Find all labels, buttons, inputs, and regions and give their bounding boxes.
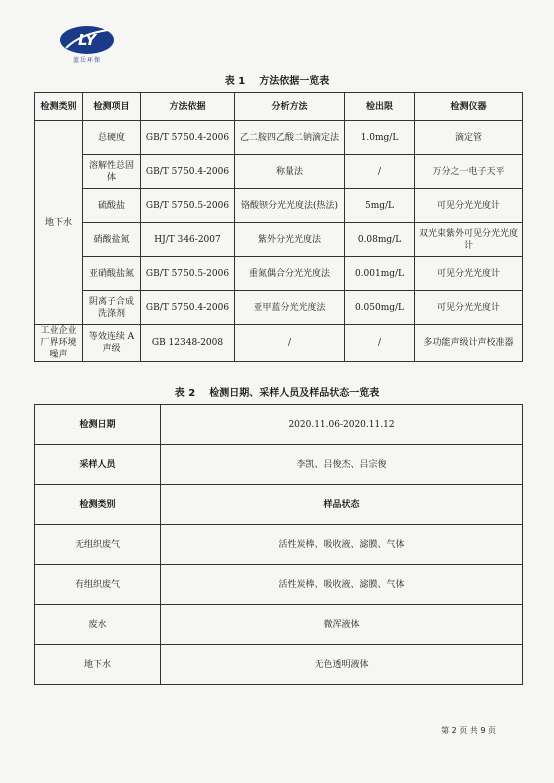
state-cell: 活性炭棒、吸收液、滤膜、气体 [161,565,523,605]
table-row [35,405,523,445]
instrument-cell: 万分之一电子天平 [415,155,523,189]
method-cell: 紫外分光光度法 [235,223,345,257]
table-row [35,565,523,605]
item-cell: 阴离子合成洗涤剂 [83,291,141,325]
limit-cell: 0.001mg/L [345,257,415,291]
method-basis-table [34,92,523,362]
category-cell: 废水 [35,605,161,645]
item-cell: 亚硝酸盐氮 [83,257,141,291]
category-cell: 有组织废气 [35,565,161,605]
standard-cell: GB/T 5750.5-2006 [141,189,235,223]
table-row [35,645,523,685]
table-row [35,525,523,565]
item-cell: 总硬度 [83,121,141,155]
table-row [35,445,523,485]
table-row [35,189,523,223]
table-header-row [35,93,523,121]
company-name: 蓝岳环保 [72,57,101,64]
header-method: 分析方法 [235,93,345,121]
state-cell: 无色透明液体 [161,645,523,685]
item-cell: 硫酸盐 [83,189,141,223]
method-cell: 称量法 [235,155,345,189]
category-cell: 地下水 [35,645,161,685]
instrument-cell: 滴定管 [415,121,523,155]
method-cell: 铬酸钡分光光度法(热法) [235,189,345,223]
item-cell: 等效连续 A 声级 [83,325,141,362]
standard-cell: HJ/T 346-2007 [141,223,235,257]
svg-text:LY: LY [77,31,97,49]
category-header: 检测类别 [35,485,161,525]
instrument-cell: 多功能声级计声校准器 [415,325,523,362]
item-cell: 溶解性总固体 [83,155,141,189]
limit-cell: / [345,155,415,189]
noise-category-cell: 工业企业厂界环境噪声 [35,325,83,362]
instrument-cell: 双光束紫外可见分光光度计 [415,223,523,257]
header-instrument: 检测仪器 [415,93,523,121]
table1-number: 表 1 [224,76,246,87]
method-cell: / [235,325,345,362]
table-row [35,155,523,189]
date-value: 2020.11.06-2020.11.12 [161,405,523,445]
sampler-value: 李凯、吕俊杰、吕宗俊 [161,445,523,485]
table-row [35,257,523,291]
table-row [35,121,523,155]
table2-title: 检测日期、采样人员及样品状态一览表 [209,388,380,399]
page-number: 第 2 页 共 9 页 [441,726,496,735]
header-standard: 方法依据 [141,93,235,121]
standard-cell: GB 12348-2008 [141,325,235,362]
state-cell: 微浑液体 [161,605,523,645]
state-cell: 活性炭棒、吸收液、滤膜、气体 [161,525,523,565]
instrument-cell: 可见分光光度计 [415,257,523,291]
method-cell: 重氮偶合分光光度法 [235,257,345,291]
table2-number: 表 2 [174,388,196,399]
method-cell: 亚甲蓝分光光度法 [235,291,345,325]
company-logo [58,24,116,68]
instrument-cell: 可见分光光度计 [415,291,523,325]
table-row [35,291,523,325]
header-limit: 检出限 [345,93,415,121]
table1-title: 方法依据一览表 [259,76,330,87]
method-cell: 乙二胺四乙酸二钠滴定法 [235,121,345,155]
limit-cell: 0.050mg/L [345,291,415,325]
header-item: 检测项目 [83,93,141,121]
limit-cell: 0.08mg/L [345,223,415,257]
item-cell: 硝酸盐氮 [83,223,141,257]
limit-cell: 1.0mg/L [345,121,415,155]
table-row [35,485,523,525]
date-label: 检测日期 [35,405,161,445]
table-row [35,325,523,362]
limit-cell: 5mg/L [345,189,415,223]
table2-caption [0,384,554,399]
sampler-label: 采样人员 [35,445,161,485]
table-row [35,223,523,257]
standard-cell: GB/T 5750.4-2006 [141,121,235,155]
state-header: 样品状态 [161,485,523,525]
instrument-cell: 可见分光光度计 [415,189,523,223]
sampling-info-table [34,404,523,685]
standard-cell: GB/T 5750.4-2006 [141,155,235,189]
header-category: 检测类别 [35,93,83,121]
category-cell: 无组织废气 [35,525,161,565]
table-row [35,605,523,645]
standard-cell: GB/T 5750.4-2006 [141,291,235,325]
logo-mark-icon [58,24,116,56]
limit-cell: / [345,325,415,362]
table1-caption [0,72,554,87]
groundwater-category-cell: 地下水 [35,121,83,325]
standard-cell: GB/T 5750.5-2006 [141,257,235,291]
